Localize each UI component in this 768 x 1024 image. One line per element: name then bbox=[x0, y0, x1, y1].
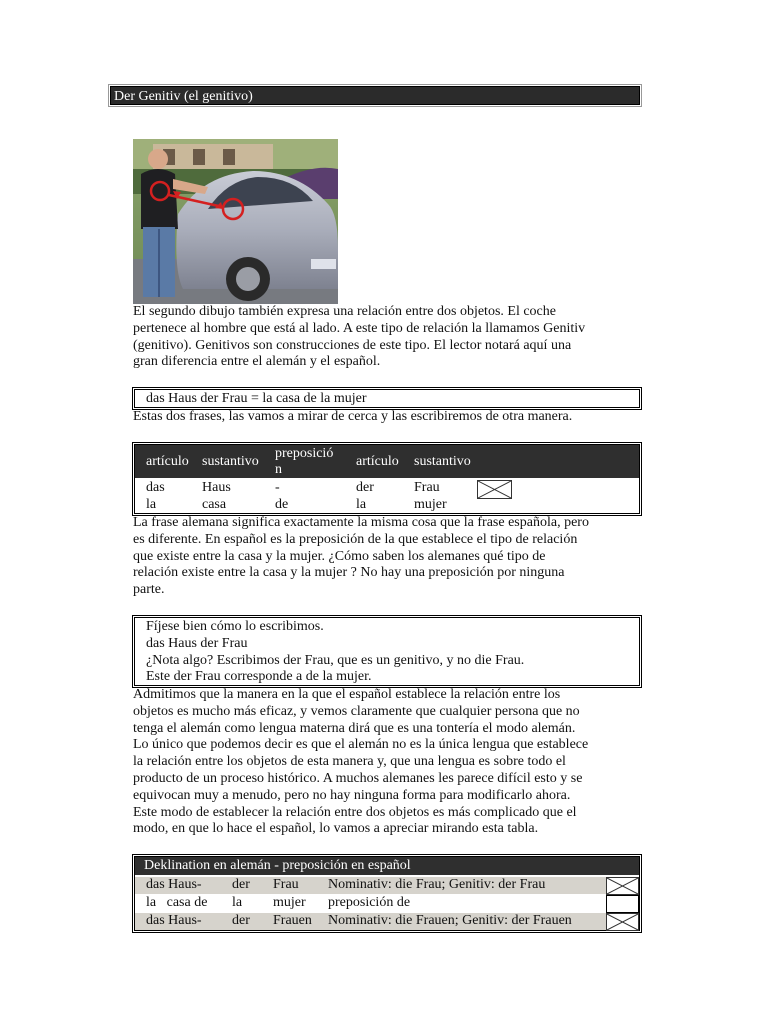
word-table bbox=[134, 444, 640, 514]
long-line: modo, en que lo hace el español, lo vamos a apreciar mirando esta tabla. bbox=[133, 821, 539, 837]
word-table-row-es bbox=[135, 496, 639, 513]
note-line: das Haus der Frau bbox=[146, 635, 248, 651]
cell: das Haus- bbox=[146, 913, 202, 928]
cell: casa bbox=[202, 497, 227, 512]
cell: das Haus- bbox=[146, 877, 202, 892]
word-table-header bbox=[135, 445, 639, 478]
header-preposicion-wrap: n bbox=[275, 462, 282, 477]
cell: der bbox=[356, 480, 374, 495]
cell: Frau bbox=[273, 877, 299, 892]
declension-title: Deklination en alemán - preposición en español bbox=[144, 858, 411, 873]
man-and-car-photo bbox=[133, 139, 338, 304]
long-line: la relación entre los objetos de esta manera y, que una lengua es sobre todo el bbox=[133, 754, 566, 770]
explanation-line: La frase alemana significa exactamente la misma cosa que la frase española, pero bbox=[133, 515, 589, 530]
cell: de bbox=[275, 497, 289, 512]
cell: la bbox=[356, 497, 367, 512]
section-title: Der Genitiv (el genitivo) bbox=[110, 86, 640, 105]
declension-row bbox=[135, 877, 639, 894]
explanation-line: que existe entre la casa y la mujer. ¿Cómo saben los alemanes qué tipo de bbox=[133, 548, 546, 564]
intro-line: El segundo dibujo también expresa una relación entre dos objetos. El coche bbox=[133, 304, 556, 319]
long-paragraph bbox=[133, 687, 643, 838]
example-followup: Estas dos frases, las vamos a mirar de cerca y las escribiremos de otra manera. bbox=[133, 409, 573, 424]
long-line: equivocan muy a menudo, pero no hay ninguna forma para modificarlo ahora. bbox=[133, 787, 571, 803]
cell: mujer bbox=[273, 895, 306, 910]
cell: preposición de bbox=[328, 895, 411, 910]
cell: la casa de bbox=[146, 895, 208, 910]
long-line: Este modo de establecer la relación entre dos objetos es más complicado que el bbox=[133, 804, 577, 820]
cell: - bbox=[275, 480, 280, 495]
header-sustantivo: sustantivo bbox=[202, 454, 259, 469]
cell: Frau bbox=[414, 480, 440, 495]
placeholder-image-icon bbox=[477, 480, 512, 499]
long-line: Admitimos que la manera en la que el español establece la relación entre los bbox=[133, 687, 561, 702]
declension-row bbox=[135, 913, 639, 930]
cell: Nominativ: die Frauen; Genitiv: der Frauen bbox=[328, 913, 572, 928]
empty-cell-box bbox=[606, 895, 639, 913]
placeholder-image-icon bbox=[606, 877, 639, 895]
example-box bbox=[134, 389, 640, 408]
explanation-line: parte. bbox=[133, 582, 165, 598]
note-line: ¿Nota algo? Escribimos der Frau, que es un genitivo, y no die Frau. bbox=[146, 652, 525, 668]
intro-line: (genitivo). Genitivos son construcciones de este tipo. El lector notará aquí una bbox=[133, 337, 572, 353]
cell: Frauen bbox=[273, 913, 312, 928]
note-line: Este der Frau corresponde a de la mujer. bbox=[146, 669, 372, 685]
intro-line: gran diferencia entre el alemán y el español. bbox=[133, 354, 381, 370]
declension-header bbox=[135, 857, 639, 875]
intro-line: pertenece al hombre que está al lado. A este tipo de relación la llamamos Genitiv bbox=[133, 320, 586, 336]
explanation-line: es diferente. En español es la preposición de la que establece el tipo de relación bbox=[133, 531, 578, 547]
cell: Haus bbox=[202, 480, 231, 495]
header-sustantivo-2: sustantivo bbox=[414, 454, 471, 469]
cell: der bbox=[232, 913, 250, 928]
header-articulo-2: artículo bbox=[356, 454, 399, 469]
cell: Nominativ: die Frau; Genitiv: der Frau bbox=[328, 877, 546, 892]
cell: la bbox=[146, 497, 157, 512]
explanation-line: relación existe entre la casa y la mujer ? No hay una preposición por ninguna bbox=[133, 565, 565, 581]
long-line: producto de un proceso histórico. A muchos alemanes les parece difícil esto y se bbox=[133, 770, 583, 786]
long-line: tenga el alemán como lengua materna dirá que es una tontería el modo alemán. bbox=[133, 720, 576, 736]
cell: das bbox=[146, 480, 165, 495]
header-articulo: artículo bbox=[146, 454, 189, 469]
long-line: Lo único que podemos decir es que el alemán no es la única lengua que establece bbox=[133, 737, 589, 753]
example-sentence: das Haus der Frau = la casa de la mujer bbox=[146, 391, 367, 406]
declension-row bbox=[135, 895, 639, 912]
word-table-row-de bbox=[135, 479, 639, 496]
header-preposicion: preposició bbox=[275, 446, 334, 461]
explanation-paragraph bbox=[133, 515, 643, 599]
intro-paragraph bbox=[133, 304, 643, 371]
cell: la bbox=[232, 895, 243, 910]
note-line: Fíjese bien cómo lo escribimos. bbox=[146, 619, 324, 634]
placeholder-image-icon bbox=[606, 913, 639, 931]
note-box bbox=[134, 617, 640, 686]
long-line: objetos es mucho más eficaz, y vemos claramente que cualquier persona que no bbox=[133, 703, 580, 719]
cell: der bbox=[232, 877, 250, 892]
cell: mujer bbox=[414, 497, 447, 512]
declension-table bbox=[134, 856, 640, 931]
